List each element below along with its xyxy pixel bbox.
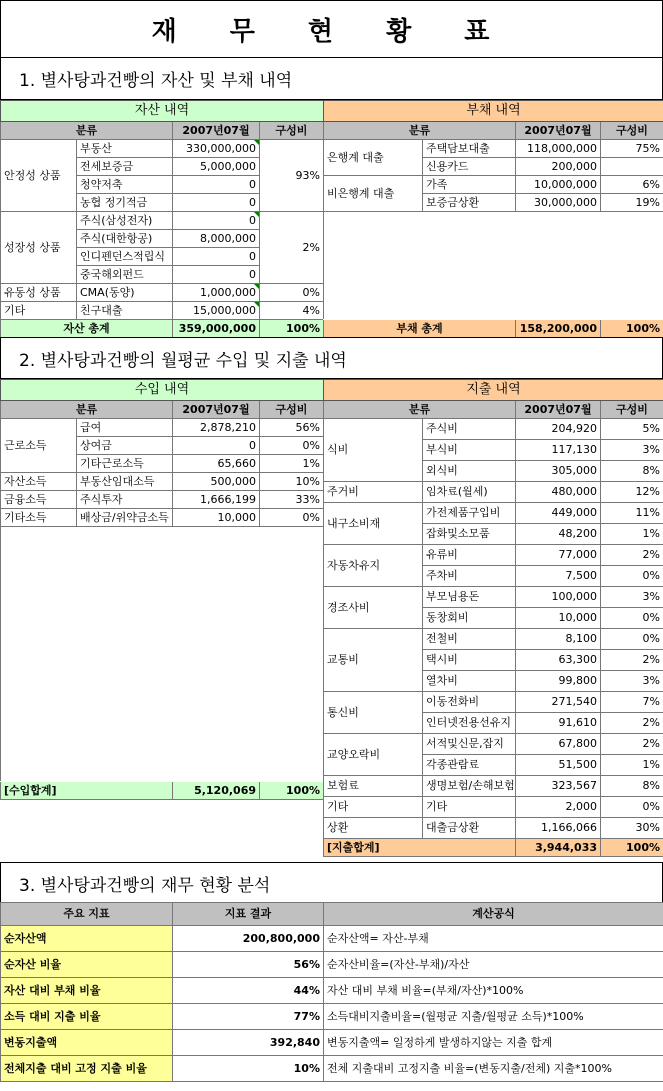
asset-item-value: 0 [173, 212, 260, 230]
expense-item-name: 유류비 [423, 545, 516, 566]
liability-item-ratio: 75% [601, 140, 663, 158]
expense-item-ratio: 7% [601, 692, 663, 713]
expense-item-value: 77,000 [516, 545, 601, 566]
expense-row [324, 545, 663, 566]
expense-group-name: 상환 [324, 818, 423, 839]
expense-col-category: 분류 [324, 401, 516, 419]
income-row [1, 419, 324, 437]
income-empty-area [1, 527, 324, 782]
expense-item-value: 63,300 [516, 650, 601, 671]
analysis-result: 77% [173, 1004, 324, 1030]
analysis-col-indicator: 주요 지표 [1, 903, 173, 926]
asset-group-name: 유동성 상품 [1, 284, 77, 302]
liability-item-ratio [601, 158, 663, 176]
page-title: 재 무 현 황 표 [0, 0, 663, 58]
analysis-formula: 전체 지출대비 고정지출 비율=(변동지출/전체) 지출*100% [324, 1056, 663, 1082]
liability-item-value: 200,000 [516, 158, 601, 176]
income-total-label: [수입합계] [1, 782, 173, 800]
analysis-indicator: 전체지출 대비 고정 지출 비율 [1, 1056, 173, 1082]
income-item-ratio: 10% [260, 473, 324, 491]
expense-item-value: 7,500 [516, 566, 601, 587]
asset-group-ratio: 0% [260, 284, 324, 302]
expense-item-name: 대출금상환 [423, 818, 516, 839]
expense-item-value: 271,540 [516, 692, 601, 713]
liability-item-ratio: 19% [601, 194, 663, 212]
liability-group-name: 은행계 대출 [324, 140, 423, 176]
expense-item-name: 외식비 [423, 461, 516, 482]
liabilities-table [323, 100, 663, 338]
asset-item-name: 친구대출 [77, 302, 173, 320]
analysis-formula: 순자산비율=(자산-부채)/자산 [324, 952, 663, 978]
expense-item-name: 임차료(월세) [423, 482, 516, 503]
asset-item-value: 15,000,000 [173, 302, 260, 320]
analysis-indicator: 변동지출액 [1, 1030, 173, 1056]
asset-group-ratio: 4% [260, 302, 324, 320]
expense-item-name: 전철비 [423, 629, 516, 650]
expense-group-name: 교통비 [324, 629, 423, 692]
expense-item-ratio: 1% [601, 755, 663, 776]
expense-row [324, 587, 663, 608]
analysis-result: 56% [173, 952, 324, 978]
liability-item-name: 보증금상환 [423, 194, 516, 212]
expense-item-name: 생명보험/손해보험 [423, 776, 516, 797]
income-item-name: 부동산임대소득 [77, 473, 173, 491]
asset-item-name: 주식(대한항공) [77, 230, 173, 248]
assets-col-ratio: 구성비 [260, 122, 324, 140]
expense-item-name: 택시비 [423, 650, 516, 671]
expense-total-ratio: 100% [601, 839, 663, 857]
section2-heading: 2. 별사탕과건빵의 월평균 수입 및 지출 내역 [0, 337, 663, 379]
expense-item-value: 117,130 [516, 440, 601, 461]
income-group-name: 금융소득 [1, 491, 77, 509]
expense-item-ratio: 0% [601, 566, 663, 587]
expense-item-ratio: 12% [601, 482, 663, 503]
income-col-category: 분류 [1, 401, 173, 419]
expense-item-value: 204,920 [516, 419, 601, 440]
asset-item-name: 청약저축 [77, 176, 173, 194]
liabilities-col-category: 분류 [324, 122, 516, 140]
expense-item-ratio: 3% [601, 440, 663, 461]
liabilities-total-ratio: 100% [601, 320, 663, 338]
income-item-name: 주식투자 [77, 491, 173, 509]
income-item-value: 65,660 [173, 455, 260, 473]
expense-item-name: 서적및신문,잡지 [423, 734, 516, 755]
asset-item-value: 0 [173, 248, 260, 266]
expense-item-ratio: 3% [601, 587, 663, 608]
income-group-name: 근로소득 [1, 419, 77, 473]
asset-item-value: 5,000,000 [173, 158, 260, 176]
expense-col-ratio: 구성비 [601, 401, 663, 419]
income-item-name: 상여금 [77, 437, 173, 455]
expense-row [324, 629, 663, 650]
expense-table [323, 379, 663, 857]
analysis-indicator: 자산 대비 부채 비율 [1, 978, 173, 1004]
income-item-value: 2,878,210 [173, 419, 260, 437]
asset-item-value: 0 [173, 266, 260, 284]
income-item-ratio: 0% [260, 437, 324, 455]
liabilities-total-value: 158,200,000 [516, 320, 601, 338]
analysis-row [1, 1056, 663, 1082]
section1-heading: 1. 별사탕과건빵의 자산 및 부채 내역 [0, 58, 663, 100]
income-item-name: 기타근로소득 [77, 455, 173, 473]
expense-item-ratio: 1% [601, 524, 663, 545]
expense-item-value: 305,000 [516, 461, 601, 482]
expense-row [324, 482, 663, 503]
expense-item-value: 48,200 [516, 524, 601, 545]
liability-group-name: 비은행계 대출 [324, 176, 423, 212]
analysis-formula: 소득대비지출비율=(월평균 지출/월평균 소득)*100% [324, 1004, 663, 1030]
liability-item-value: 10,000,000 [516, 176, 601, 194]
expense-group-name: 주거비 [324, 482, 423, 503]
analysis-row [1, 978, 663, 1004]
liability-item-name: 주택담보대출 [423, 140, 516, 158]
income-item-ratio: 1% [260, 455, 324, 473]
analysis-col-result: 지표 결과 [173, 903, 324, 926]
expense-item-value: 91,610 [516, 713, 601, 734]
expense-row [324, 692, 663, 713]
expense-item-name: 주차비 [423, 566, 516, 587]
expense-item-ratio: 2% [601, 734, 663, 755]
asset-item-name: 부동산 [77, 140, 173, 158]
expense-row [324, 818, 663, 839]
expense-item-ratio: 2% [601, 713, 663, 734]
asset-row [1, 284, 324, 302]
income-item-value: 10,000 [173, 509, 260, 527]
expense-group-name: 식비 [324, 419, 423, 482]
assets-total-value: 359,000,000 [173, 320, 260, 338]
section3-heading: 3. 별사탕과건빵의 재무 현황 분석 [0, 862, 663, 904]
analysis-formula: 순자산액= 자산-부채 [324, 926, 663, 952]
liability-row [324, 176, 663, 194]
assets-col-period: 2007년07월 [173, 122, 260, 140]
asset-row [1, 140, 324, 158]
assets-total-label: 자산 총계 [1, 320, 173, 338]
expense-item-value: 8,100 [516, 629, 601, 650]
expense-item-ratio: 8% [601, 461, 663, 482]
asset-group-ratio: 93% [260, 140, 324, 212]
asset-group-ratio: 2% [260, 212, 324, 284]
expense-item-value: 10,000 [516, 608, 601, 629]
income-group-name: 기타소득 [1, 509, 77, 527]
asset-item-name: 인디펜던스적립식 [77, 248, 173, 266]
liability-item-name: 가족 [423, 176, 516, 194]
expense-row [324, 734, 663, 755]
asset-item-name: 주식(삼성전자) [77, 212, 173, 230]
expense-item-value: 449,000 [516, 503, 601, 524]
expense-row [324, 797, 663, 818]
asset-item-value: 0 [173, 194, 260, 212]
expense-item-name: 주식비 [423, 419, 516, 440]
income-item-value: 500,000 [173, 473, 260, 491]
expense-group-name: 경조사비 [324, 587, 423, 629]
liabilities-col-period: 2007년07월 [516, 122, 601, 140]
analysis-result: 392,840 [173, 1030, 324, 1056]
expense-group-name: 자동차유지 [324, 545, 423, 587]
asset-row [1, 212, 324, 230]
expense-group-name: 내구소비재 [324, 503, 423, 545]
analysis-formula: 변동지출액= 일정하게 발생하지않는 지출 합계 [324, 1030, 663, 1056]
income-item-value: 0 [173, 437, 260, 455]
expense-item-name: 인터넷전용선유지 [423, 713, 516, 734]
expense-item-ratio: 2% [601, 545, 663, 566]
income-item-ratio: 56% [260, 419, 324, 437]
expense-item-name: 부모님용돈 [423, 587, 516, 608]
expense-col-period: 2007년07월 [516, 401, 601, 419]
income-item-value: 1,666,199 [173, 491, 260, 509]
expense-item-name: 각종관람료 [423, 755, 516, 776]
income-total-value: 5,120,069 [173, 782, 260, 800]
assets-total-ratio: 100% [260, 320, 324, 338]
expense-item-ratio: 3% [601, 671, 663, 692]
expense-item-value: 2,000 [516, 797, 601, 818]
expense-item-ratio: 30% [601, 818, 663, 839]
asset-item-value: 0 [173, 176, 260, 194]
expense-row [324, 419, 663, 440]
income-item-name: 배상금/위약금소득 [77, 509, 173, 527]
expense-item-ratio: 0% [601, 629, 663, 650]
assets-col-category: 분류 [1, 122, 173, 140]
analysis-indicator: 소득 대비 지출 비율 [1, 1004, 173, 1030]
analysis-row [1, 1004, 663, 1030]
expense-row [324, 776, 663, 797]
expense-item-value: 1,166,066 [516, 818, 601, 839]
income-item-name: 급여 [77, 419, 173, 437]
income-row [1, 473, 324, 491]
income-group-name: 자산소득 [1, 473, 77, 491]
analysis-indicator: 순자산액 [1, 926, 173, 952]
expense-item-name: 부식비 [423, 440, 516, 461]
analysis-result: 10% [173, 1056, 324, 1082]
liabilities-total-label: 부채 총계 [324, 320, 516, 338]
income-row [1, 509, 324, 527]
expense-item-name: 이동전화비 [423, 692, 516, 713]
asset-item-name: 농협 정기적금 [77, 194, 173, 212]
expense-item-value: 67,800 [516, 734, 601, 755]
expense-item-name: 잡화및소모품 [423, 524, 516, 545]
analysis-result: 200,800,000 [173, 926, 324, 952]
asset-group-name: 성장성 상품 [1, 212, 77, 284]
liabilities-empty-area [324, 212, 663, 320]
asset-item-value: 8,000,000 [173, 230, 260, 248]
analysis-row [1, 952, 663, 978]
expense-item-value: 99,800 [516, 671, 601, 692]
analysis-row [1, 926, 663, 952]
income-total-ratio: 100% [260, 782, 324, 800]
income-table [0, 379, 324, 800]
income-item-ratio: 0% [260, 509, 324, 527]
expense-item-name: 가전제품구입비 [423, 503, 516, 524]
income-col-period: 2007년07월 [173, 401, 260, 419]
income-header: 수입 내역 [1, 380, 324, 401]
expense-item-name: 열차비 [423, 671, 516, 692]
expense-item-ratio: 2% [601, 650, 663, 671]
expense-item-name: 기타 [423, 797, 516, 818]
expense-item-value: 100,000 [516, 587, 601, 608]
assets-header: 자산 내역 [1, 101, 324, 122]
asset-item-value: 1,000,000 [173, 284, 260, 302]
income-item-ratio: 33% [260, 491, 324, 509]
expense-item-ratio: 0% [601, 797, 663, 818]
expense-item-ratio: 11% [601, 503, 663, 524]
analysis-table [0, 902, 663, 1082]
liability-item-value: 118,000,000 [516, 140, 601, 158]
asset-item-name: CMA(동양) [77, 284, 173, 302]
expense-header: 지출 내역 [324, 380, 663, 401]
asset-row [1, 302, 324, 320]
income-row [1, 491, 324, 509]
expense-item-value: 51,500 [516, 755, 601, 776]
liability-item-name: 신용카드 [423, 158, 516, 176]
liabilities-col-ratio: 구성비 [601, 122, 663, 140]
asset-group-name: 안정성 상품 [1, 140, 77, 212]
expense-item-value: 323,567 [516, 776, 601, 797]
analysis-result: 44% [173, 978, 324, 1004]
expense-group-name: 교양오락비 [324, 734, 423, 776]
expense-total-label: [지출합계] [324, 839, 516, 857]
liability-item-ratio: 6% [601, 176, 663, 194]
expense-group-name: 기타 [324, 797, 423, 818]
income-col-ratio: 구성비 [260, 401, 324, 419]
asset-item-name: 중국해외펀드 [77, 266, 173, 284]
analysis-formula: 자산 대비 부채 비율=(부채/자산)*100% [324, 978, 663, 1004]
expense-item-ratio: 5% [601, 419, 663, 440]
asset-group-name: 기타 [1, 302, 77, 320]
expense-item-value: 480,000 [516, 482, 601, 503]
analysis-indicator: 순자산 비율 [1, 952, 173, 978]
expense-item-ratio: 0% [601, 608, 663, 629]
assets-table [0, 100, 324, 338]
expense-group-name: 보험료 [324, 776, 423, 797]
expense-row [324, 503, 663, 524]
expense-group-name: 통신비 [324, 692, 423, 734]
asset-item-value: 330,000,000 [173, 140, 260, 158]
expense-item-name: 동창회비 [423, 608, 516, 629]
analysis-col-formula: 계산공식 [324, 903, 663, 926]
expense-total-value: 3,944,033 [516, 839, 601, 857]
liability-row [324, 140, 663, 158]
analysis-row [1, 1030, 663, 1056]
expense-item-ratio: 8% [601, 776, 663, 797]
liabilities-header: 부채 내역 [324, 101, 663, 122]
liability-item-value: 30,000,000 [516, 194, 601, 212]
asset-item-name: 전세보증금 [77, 158, 173, 176]
